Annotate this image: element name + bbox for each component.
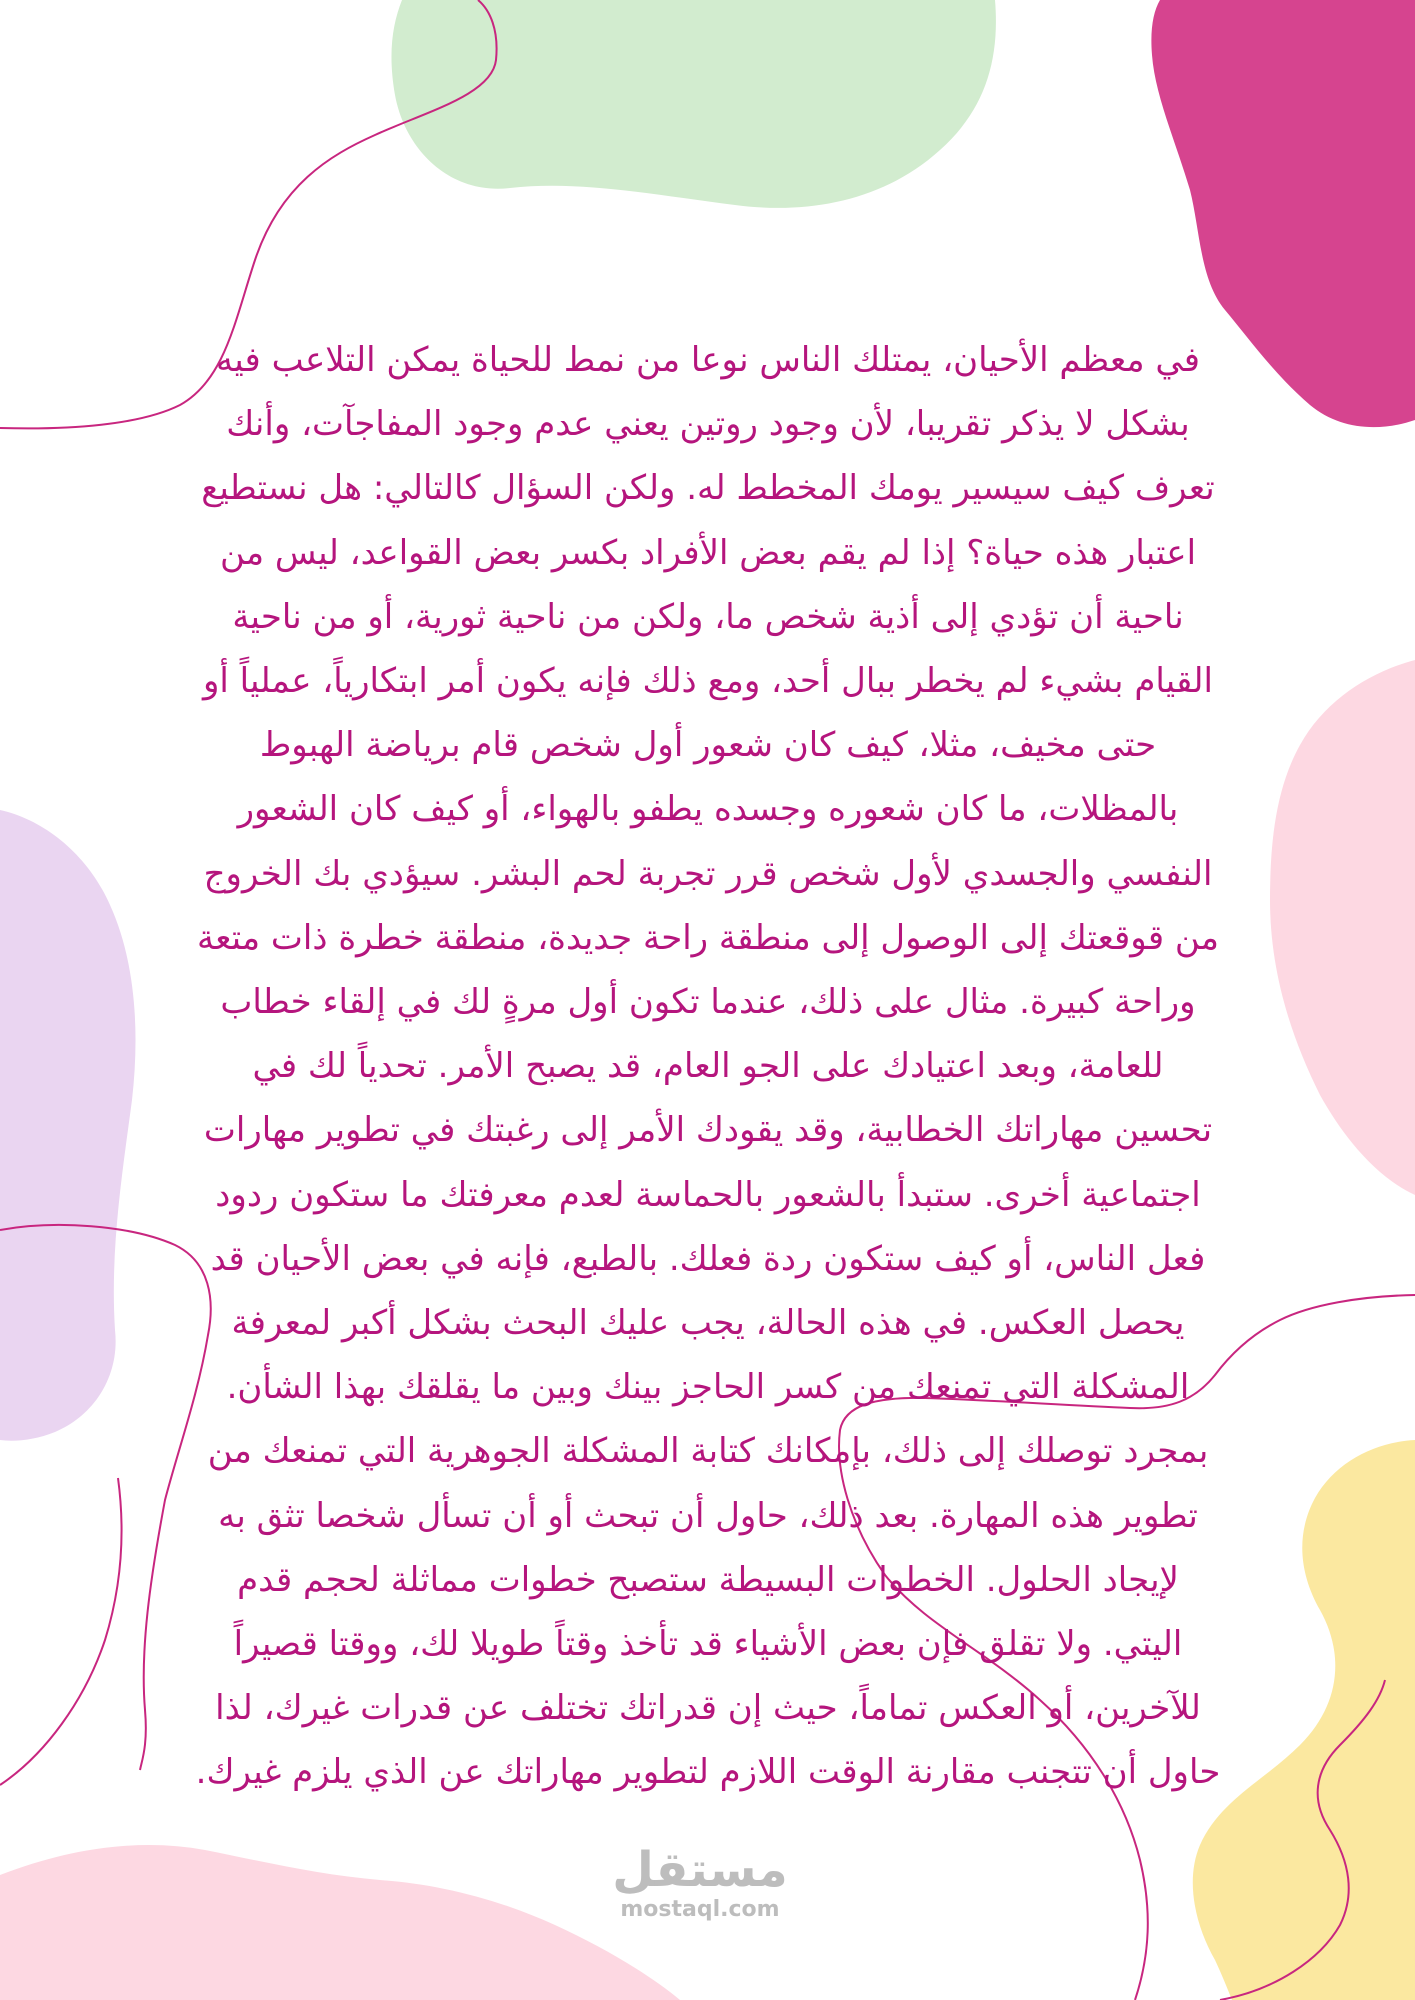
text-line: ناحية أن تؤدي إلى أذية شخص ما، ولكن من ناحية ثورية، أو من ناحية [232, 596, 1184, 637]
text-line: اجتماعية أخرى. ستبدأ بالشعور بالحماسة لعدم معرفتك ما ستكون ردود [215, 1174, 1201, 1215]
text-line: بشكل لا يذكر تقريبا، لأن وجود روتين يعني عدم وجود المفاجآت، وأنك [226, 404, 1190, 445]
text-line: النفسي والجسدي لأول شخص قرر تجربة لحم البشر. سيؤدي بك الخروج [203, 853, 1213, 894]
text-line: للآخرين، أو العكس تماماً، حيث إن قدراتك تختلف عن قدرات غيرك، لذا [215, 1688, 1201, 1729]
article-body [92, 328, 1324, 1805]
text-line: بالمظلات، ما كان شعوره وجسده يطفو بالهواء، أو كيف كان الشعور [237, 789, 1179, 830]
text-line: اليتي. ولا تقلق فإن بعض الأشياء قد تأخذ وقتاً طويلا لك، ووقتا قصيراً [233, 1624, 1183, 1665]
text-line: حتى مخيف، مثلا، كيف كان شعور أول شخص قام برياضة الهبوط [259, 725, 1157, 766]
watermark [585, 1842, 815, 1922]
text-line: فعل الناس، أو كيف ستكون ردة فعلك. بالطبع، فإنه في بعض الأحيان قد [210, 1238, 1206, 1279]
text-line: المشكلة التي تمنعك من كسر الحاجز بينك وبين ما يقلقك بهذا الشأن. [226, 1367, 1190, 1408]
text-line: تطوير هذه المهارة. بعد ذلك، حاول أن تبحث أو أن تسأل شخصا تثق به [218, 1495, 1198, 1536]
text-line: بمجرد توصلك إلى ذلك، بإمكانك كتابة المشكلة الجوهرية التي تمنعك من [207, 1431, 1209, 1472]
watermark-url: mostaql.com [620, 1897, 780, 1922]
text-line: للعامة، وبعد اعتيادك على الجو العام، قد يصبح الأمر. تحدياً لك في [252, 1046, 1164, 1087]
watermark-logo: مستقل [612, 1842, 788, 1898]
text-line: في معظم الأحيان، يمتلك الناس نوعا من نمط للحياة يمكن التلاعب فيه [216, 340, 1200, 380]
text-line: تحسين مهاراتك الخطابية، وقد يقودك الأمر إلى رغبتك في تطوير مهارات [203, 1110, 1213, 1151]
text-line: حاول أن تتجنب مقارنة الوقت اللازم لتطوير مهاراتك عن الذي يلزم غيرك. [195, 1752, 1221, 1793]
text-line: اعتبار هذه حياة؟ إذا لم يقم بعض الأفراد بكسر بعض القواعد، ليس من [219, 532, 1197, 573]
text-line: تعرف كيف سيسير يومك المخطط له. ولكن السؤال كالتالي: هل نستطيع [201, 468, 1215, 509]
text-line: وراحة كبيرة. مثال على ذلك، عندما تكون أول مرةٍ لك في إلقاء خطاب [220, 982, 1196, 1023]
pink-blob-bottom [0, 1845, 680, 2000]
text-line: لإيجاد الحلول. الخطوات البسيطة ستصبح خطوات مماثلة لحجم قدم [237, 1559, 1179, 1600]
text-line: من قوقعتك إلى الوصول إلى منطقة راحة جديدة، منطقة خطرة ذات متعة [197, 917, 1219, 958]
green-blob [391, 0, 995, 208]
text-line: يحصل العكس. في هذه الحالة، يجب عليك البحث بشكل أكبر لمعرفة [231, 1303, 1185, 1344]
text-line: القيام بشيء لم يخطر ببال أحد، ومع ذلك فإنه يكون أمر ابتكارياً، عملياً أو [203, 661, 1213, 702]
